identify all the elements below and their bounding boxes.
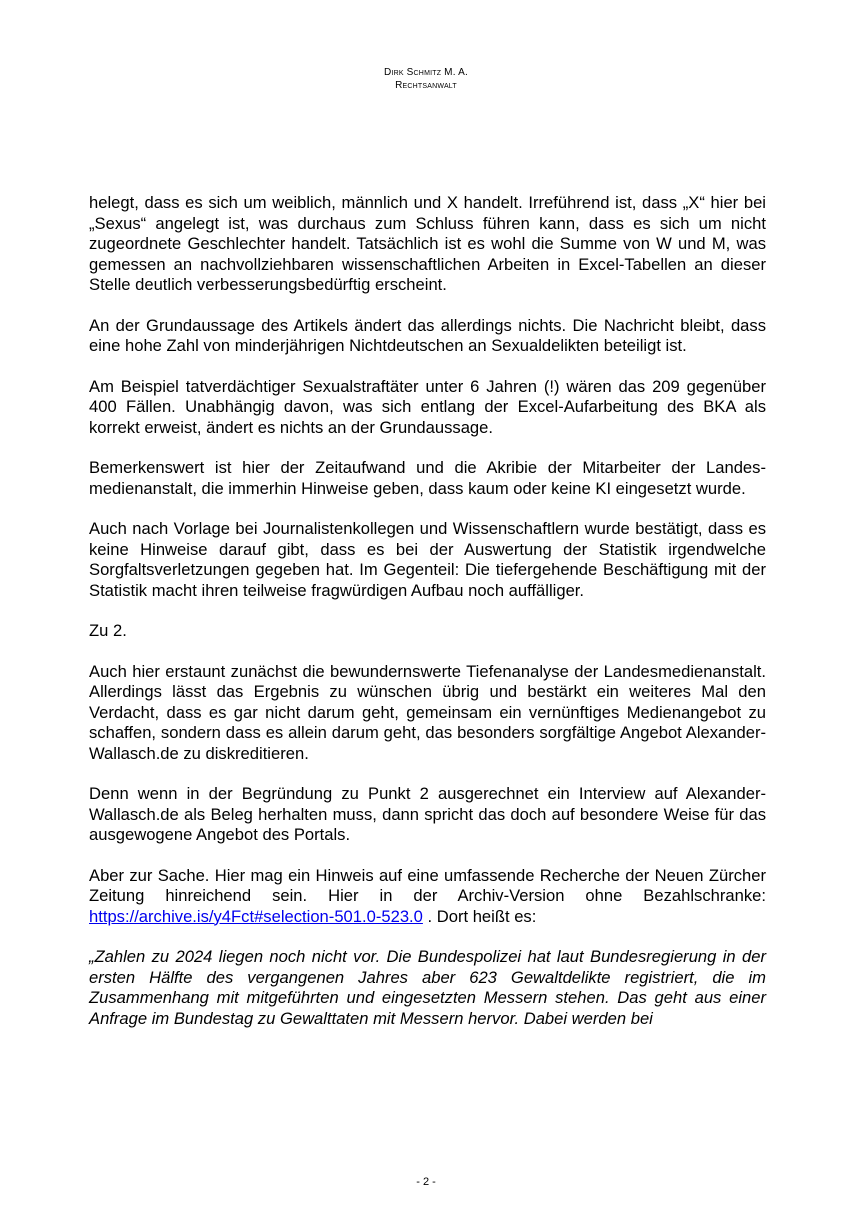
page-number: - 2 - xyxy=(416,1176,436,1188)
source-paragraph xyxy=(89,866,766,928)
section-heading: Zu 2. xyxy=(89,621,127,640)
paragraph: An der Grundaussage des Artikels ändert das allerdings nichts. Die Nachricht bleibt, dass eine hohe Zahl von minderjährigen Nichtdeutschen an Sexualdelikten beteiligt ist. xyxy=(89,315,766,355)
quote-paragraph: „Zahlen zu 2024 liegen noch nicht vor. Die Bundespolizei hat laut Bundesregierung in der ersten Hälfte des vergangenen Jahres aber 623 Gewaltdelikte registriert, die im Zusammenhang mit mitgeführten und eingesetzten Messern stehen. Das geht aus einer Anfrage im Bundestag zu Gewalttaten mit Messern hervor. Dabei werden bei xyxy=(89,947,766,1028)
paragraph: Auch hier erstaunt zunächst die bewundernswerte Tiefenanalyse der Landesmedienanstalt. Allerdings lässt das Ergebnis zu wünschen übrig und bestärkt ein weiteres Mal den Verdacht, dass es gar nicht darum geht, gemeinsam ein vernünftiges Medienangebot zu schaffen, sondern dass es allein darum geht, das besonders sorgfältige Angebot Alexander-Wallasch.de zu diskreditieren. xyxy=(89,661,766,763)
paragraph: Am Beispiel tatverdächtiger Sexualstraftäter unter 6 Jahren (!) wären das 209 gegenüber 400 Fällen. Unabhängig davon, was sich entlang der Excel-Aufarbeitung des BKA als korrekt erweist, ändert es nichts an der Grundaussage. xyxy=(89,376,766,437)
letterhead xyxy=(0,66,852,92)
source-text-before: Aber zur Sache. Hier mag ein Hinweis auf eine umfassende Recherche der Neuen Zürcher Zeitung hinreichend sein. Hier in der Archiv-Version ohne Bezahlschranke: xyxy=(89,865,766,905)
paragraph: Auch nach Vorlage bei Journalistenkollegen und Wissenschaftlern wurde bestätigt, dass es keine Hinweise darauf gibt, dass es bei der Auswertung der Statistik irgendwelche Sorgfaltsverletzungen gegeben hat. Im Gegenteil: Die tiefergehende Beschäftigung mit der Statistik macht ihren teilweise fragwürdigen Aufbau noch auffälliger. xyxy=(89,519,766,600)
author-name: Dirk Schmitz M. A. xyxy=(384,67,468,78)
paragraph: Denn wenn in der Begründung zu Punkt 2 ausgerechnet ein Interview auf Alexander-Wallasch.de als Beleg herhalten muss, dann spricht das doch auf besondere Weise für das ausgewogene Angebot des Portals. xyxy=(89,784,766,844)
document-body xyxy=(89,193,766,1029)
source-text-after: . Dort heißt es: xyxy=(422,906,537,926)
paragraph: Bemerkenswert ist hier der Zeitaufwand und die Akribie der Mitarbeiter der Landesmedienanstalt, die immerhin Hinweise geben, dass kaum oder keine KI eingesetzt wurde. xyxy=(89,458,766,498)
paragraph: helegt, dass es sich um weiblich, männlich und X handelt. Irreführend ist, dass „X“ hier bei „Sexus“ angelegt ist, was durchaus zum Schluss führen kann, dass es sich um nicht zugeordnete Geschlechter handelt. Tatsächlich ist es wohl die Summe von W und M, was gemessen an nachvollziehbaren wissenschaftlichen Arbeiten in Excel-Tabellen an dieser Stelle deutlich verbesserungsbedürftig erscheint. xyxy=(89,193,766,294)
archive-link[interactable]: https://archive.is/y4Fct#selection-501.0-523.0 xyxy=(89,906,423,926)
author-title: Rechtsanwalt xyxy=(395,80,457,91)
